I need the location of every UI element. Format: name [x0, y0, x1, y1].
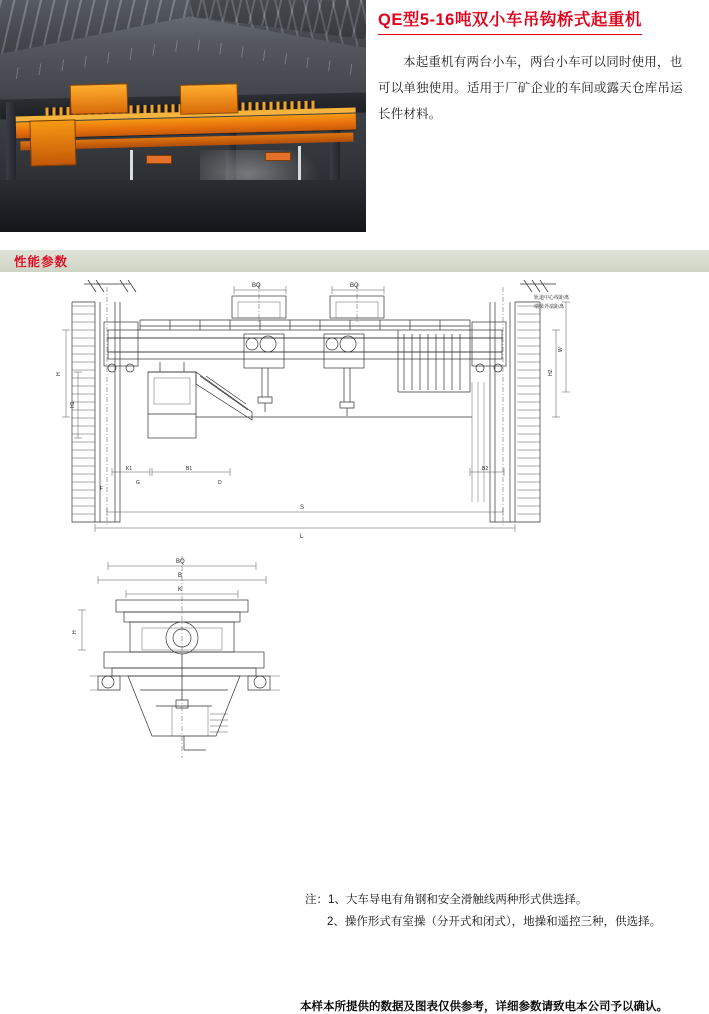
dim-label-b: B	[178, 573, 183, 579]
dim-note-top-right2: 端梁外端距离	[534, 304, 565, 310]
dim-label-w: W	[558, 347, 564, 352]
product-intro: 本起重机有两台小车，两台小车可以同时使用，也可以单独使用。适用于厂矿企业的车间或露天仓库吊运长件材料。	[378, 55, 683, 121]
operator-cabin	[29, 119, 76, 166]
dim-label-h2: H2	[548, 369, 554, 376]
elevation-drawing	[0, 272, 709, 542]
footer-disclaimer: 本样本所提供的数据及图表仅供参考，详细参数请致电本公司予以确认。	[300, 1001, 668, 1013]
dim-label-bq: BQ	[350, 283, 359, 289]
dim-label-f: F	[100, 486, 104, 492]
dim-label-b2: B2	[482, 466, 489, 472]
dim-label-h: H	[72, 630, 78, 634]
dim-label-s: S	[300, 505, 305, 511]
workshop-floor	[0, 180, 366, 232]
page-title: QE型5-16吨双小车吊钩桥式起重机	[378, 6, 642, 35]
dim-note-top-right: 轨道中心线距离	[534, 295, 570, 301]
crane-trolley	[70, 83, 129, 115]
drawings-area	[0, 272, 709, 1013]
note-line-1	[305, 889, 661, 911]
section-header-label: 性能参数	[14, 255, 69, 269]
dim-label-bq: BQ	[252, 283, 261, 289]
dim-label-d: D	[218, 480, 222, 486]
crane-trolley	[180, 83, 239, 115]
notes-block	[305, 889, 661, 933]
header-section	[0, 0, 709, 232]
hook-block	[146, 155, 172, 164]
section-drawing	[60, 550, 360, 765]
dim-label-b1: B1	[186, 466, 193, 472]
note-line-2	[305, 911, 661, 933]
note-item-2: 2、操作形式有室操（分开式和闭式），地操和遥控三种，供选择。	[327, 916, 662, 928]
note-item-1: 1、大车导电有角钢和安全滑触线两种形式供选择。	[328, 894, 588, 906]
dim-label-h: H	[56, 372, 62, 376]
dim-label-g: G	[136, 480, 140, 486]
header-text-block	[366, 0, 709, 127]
dim-label-l: L	[300, 534, 304, 540]
section-header-performance	[0, 250, 709, 272]
dim-label-bq: BQ	[176, 559, 185, 565]
notes-title: 注：	[305, 894, 328, 906]
dim-label-k: K	[178, 587, 183, 593]
dim-label-k1: K1	[126, 466, 133, 472]
hook-block	[265, 152, 291, 161]
dim-label-h1: H1	[70, 401, 76, 408]
product-photo	[0, 0, 366, 232]
